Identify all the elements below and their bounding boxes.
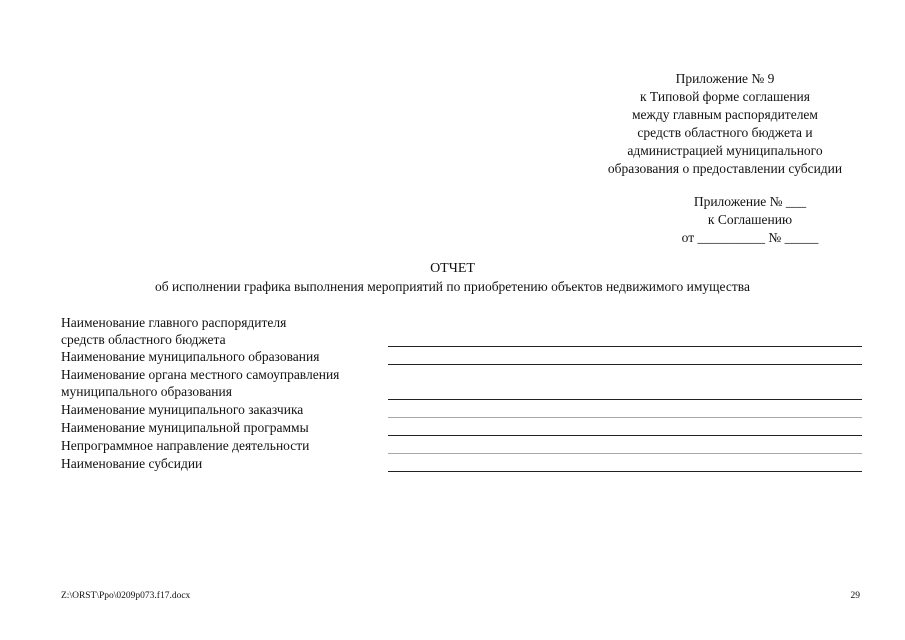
field-line-subsidy[interactable] — [388, 471, 862, 472]
agreement-reference — [660, 193, 840, 247]
field-label-municipality — [61, 348, 319, 365]
appendix-line: средств областного бюджета и — [637, 125, 813, 140]
field-label-line: средств областного бюджета — [61, 332, 226, 347]
field-label-nonprogram-direction — [61, 437, 309, 454]
field-label-local-government — [61, 366, 339, 400]
appendix-line: администрацией муниципального — [627, 143, 823, 158]
field-label-line: Наименование субсидии — [61, 456, 203, 471]
field-line-municipal-program[interactable] — [388, 435, 862, 436]
field-label-municipal-program — [61, 419, 309, 436]
field-label-line: Наименование муниципального заказчика — [61, 402, 304, 417]
field-label-line: Наименование органа местного самоуправления — [61, 367, 340, 382]
field-line-local-government[interactable] — [388, 399, 862, 400]
field-line-nonprogram-direction[interactable] — [388, 453, 862, 454]
field-line-municipality[interactable] — [388, 364, 862, 365]
field-label-municipal-customer — [61, 401, 303, 418]
appendix-line: Приложение № 9 — [675, 71, 775, 86]
report-title: ОТЧЕТ — [430, 261, 475, 276]
field-label-line: Наименование муниципального образования — [61, 349, 320, 364]
footer-page-number: 29 — [850, 591, 860, 601]
appendix-line: к Типовой форме соглашения — [640, 89, 810, 104]
report-subtitle: об исполнении графика выполнения мероприятий по приобретению объектов недвижимого имущества — [155, 279, 750, 294]
appendix-line: образования о предоставлении субсидии — [607, 161, 843, 176]
field-label-chief-administrator — [61, 314, 286, 348]
footer-file-path: Z:\ORST\Ppo\0209p073.f17.docx — [61, 591, 191, 601]
field-line-chief-administrator[interactable] — [388, 346, 862, 347]
agreement-label: к Соглашению — [707, 212, 793, 227]
field-line-municipal-customer[interactable] — [388, 417, 862, 418]
field-label-line: Наименование главного распорядителя — [61, 315, 287, 330]
appendix-line: между главным распорядителем — [632, 107, 818, 122]
agreement-appendix-number: Приложение № ___ — [693, 194, 807, 209]
field-label-line: муниципального образования — [61, 384, 232, 399]
field-label-subsidy — [61, 455, 202, 472]
agreement-date-number: от __________ № _____ — [681, 230, 819, 245]
field-label-line: Наименование муниципальной программы — [61, 420, 309, 435]
field-label-line: Непрограммное направление деятельности — [61, 438, 310, 453]
appendix-header — [560, 70, 890, 178]
